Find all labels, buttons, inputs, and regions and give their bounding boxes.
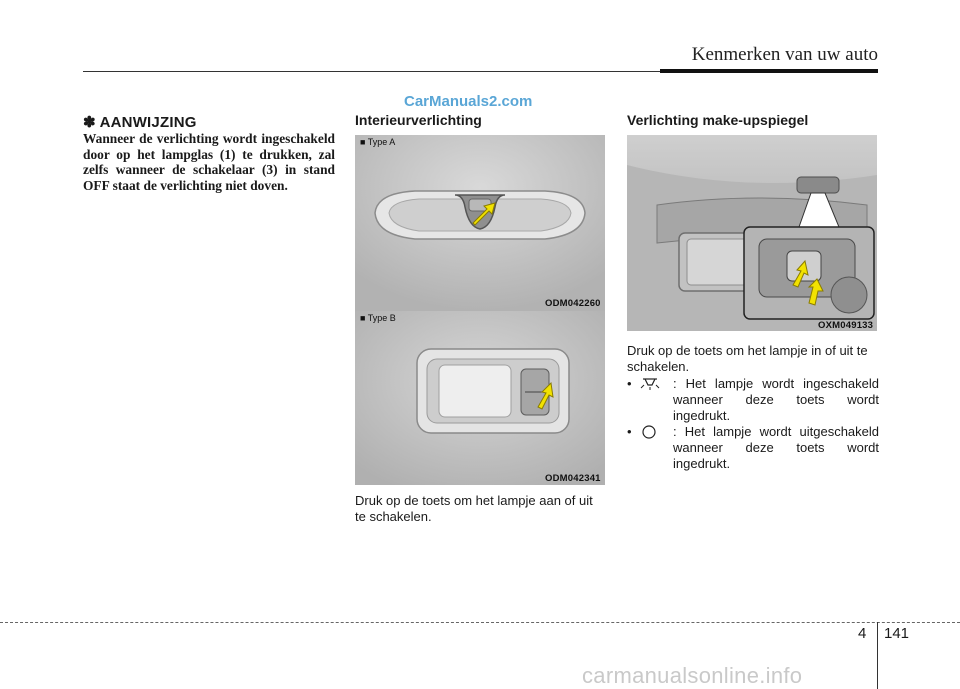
bullet-dot: • bbox=[627, 424, 632, 439]
image-code-b: ODM042341 bbox=[545, 473, 601, 484]
bullet-lamp-off-text: : Het lampje wordt uitgeschakeld wanneer deze toets wordt ingedrukt. bbox=[673, 424, 879, 471]
vanity-light-illustration bbox=[627, 135, 877, 331]
type-b-tag: ■ Type B bbox=[360, 313, 396, 323]
note-title: AANWIJZING bbox=[99, 114, 197, 131]
type-a-tag: ■ Type A bbox=[360, 137, 396, 147]
vanity-light-title: Verlichting make-upspiegel bbox=[627, 112, 809, 128]
chapter-number: 4 bbox=[858, 625, 867, 642]
site-watermark[interactable]: carmanualsonline.info bbox=[582, 663, 803, 688]
running-header: Kenmerken van uw auto bbox=[691, 44, 878, 65]
header-rule bbox=[83, 71, 661, 72]
bullet-dot: • bbox=[627, 376, 632, 391]
bullet-lamp-off bbox=[627, 424, 879, 472]
interior-light-photo-type-a bbox=[355, 135, 605, 311]
interior-light-instructions: Druk op de toets om het lampje aan of uit te schakelen. bbox=[355, 493, 593, 524]
note-heading bbox=[83, 113, 197, 131]
interior-light-illustration-a bbox=[355, 135, 605, 311]
watermark-text[interactable]: CarManuals2.com bbox=[404, 93, 533, 110]
footer-rule bbox=[0, 622, 960, 623]
page-number: 141 bbox=[884, 625, 910, 642]
lamp-on-icon bbox=[637, 376, 673, 424]
interior-light-illustration-b bbox=[355, 311, 605, 485]
image-code-vanity: OXM049133 bbox=[818, 320, 874, 331]
bullet-lamp-on bbox=[627, 376, 879, 424]
vanity-light-photo bbox=[627, 135, 877, 331]
bullet-lamp-on-text: : Het lampje wordt ingeschakeld wanneer deze toets wordt ingedrukt. bbox=[673, 376, 879, 423]
vanity-light-instructions: Druk op de toets om het lampje in of uit te schakelen. bbox=[627, 343, 868, 374]
header-rule-accent bbox=[660, 69, 878, 73]
note-body: Wanneer de verlichting wordt ingeschakeld door op het lampglas (1) te drukken, zal zelfs wanneer de schakelaar (3) in stand OFF staat de verlichting niet doven. bbox=[83, 131, 335, 193]
interior-light-photo-type-b bbox=[355, 311, 605, 485]
interior-light-title: Interieurverlichting bbox=[355, 112, 482, 128]
footer-separator bbox=[877, 622, 878, 689]
note-star-icon: ✽ bbox=[83, 114, 96, 131]
lamp-off-icon bbox=[637, 424, 673, 472]
image-code-a: ODM042260 bbox=[545, 298, 601, 309]
